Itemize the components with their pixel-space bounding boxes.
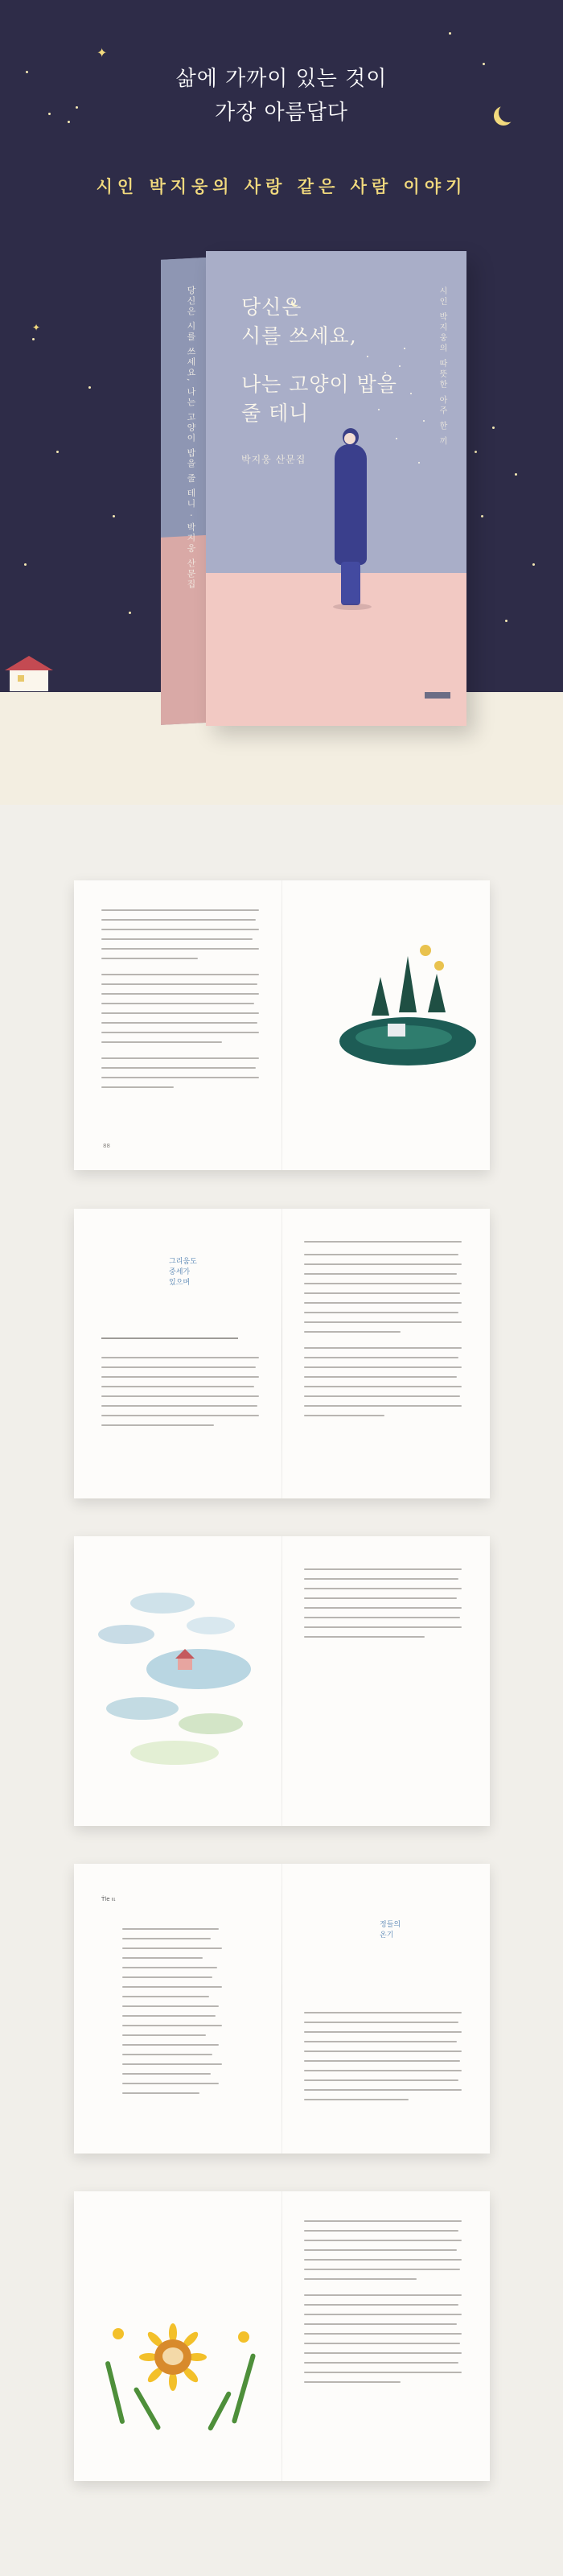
star [32,338,35,340]
star [515,473,517,476]
chapter-title: 그리움도 중세가 있으며 [169,1258,197,1287]
star [492,427,495,429]
star [88,386,91,389]
clouds-house-illustration [98,1593,259,1770]
book-title-line2: 시를 쓰세요, [241,324,357,348]
book-title-line3: 나는 고양이 밥을 [241,373,397,396]
star [113,515,115,517]
tagline-line1: 삶에 가까이 있는 것이 [175,67,388,91]
star [56,451,59,453]
star [481,515,483,517]
forest-illustration [339,929,468,1074]
standing-figure-illustration [327,428,375,613]
star [24,563,27,566]
star [449,32,451,35]
page-spread-4 [74,1864,490,2154]
book-title-line4: 줄 테니 [241,402,310,425]
book-cover [206,251,466,726]
tagline-line2: 가장 아름답다 [215,101,348,125]
star-sparkle-icon: ✦ [32,322,41,333]
cover-vertical-text: 시인 박지웅의 따뜻한 아주 한 끼 [438,286,446,447]
book-spine [161,258,206,725]
star [532,563,535,566]
page-spread-1 [74,880,490,1170]
page-header: Ṫle ɩɩ [101,1896,116,1902]
page-spread-3 [74,1536,490,1826]
spine-text: 당신은 시를 쓰세요, 나는 고양이 밥을 줄 테니 · 박지웅 산문집 [186,285,196,591]
publisher-logo [425,692,450,699]
book-author: 박지웅 산문집 [241,454,306,465]
page-spread-5 [74,2191,490,2481]
page-number-left: 88 [103,1143,110,1149]
star [475,451,477,453]
hero-banner [0,0,563,805]
subtitle: 시인 박지웅의 사랑 같은 사람 이야기 [96,177,467,196]
house-icon [5,656,53,691]
star [505,620,508,622]
page-spread-2 [74,1209,490,1498]
book-title-line1: 당신은 [241,295,302,319]
star-sparkle-icon: ✦ [97,45,108,60]
chapter-title: 정들의 온기 [380,1921,401,1939]
star [129,612,131,614]
sunflower-cat-illustration [97,2312,265,2433]
book-image [161,251,466,726]
